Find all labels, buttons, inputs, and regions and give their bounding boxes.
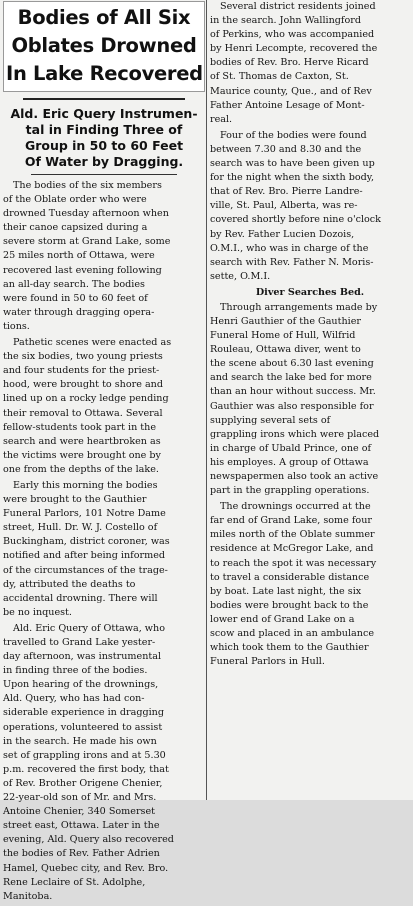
- headline-line: Bodies of All Six: [17, 6, 191, 29]
- paragraph: [210, 500, 410, 669]
- text-line: of the circumstances of the trage-: [3, 564, 168, 576]
- text-line: Maurice county, Que., and of Rev: [210, 85, 372, 97]
- subhead: Diver Searches Bed.: [255, 286, 365, 298]
- text-line: bodies were brought back to the: [210, 599, 369, 611]
- text-line: Pathetic scenes were enacted as: [13, 337, 172, 349]
- text-line: their canoe capsized during a: [3, 222, 148, 234]
- text-line: Early this morning the bodies: [13, 479, 158, 491]
- text-line: covered shortly before nine o'clock: [210, 214, 381, 226]
- deck: [5, 106, 203, 170]
- text-line: set of grappling irons and at 5.30: [3, 749, 166, 761]
- text-line: in the search. John Wallingford: [210, 15, 361, 27]
- text-line: p.m. recovered the first body, that: [3, 763, 169, 775]
- text-line: Antoine Chenier, 340 Somerset: [3, 806, 155, 818]
- text-line: the victims were brought one by: [3, 449, 161, 461]
- text-line: Manitoba.: [3, 890, 53, 902]
- text-line: The bodies of the six members: [13, 180, 162, 191]
- text-line: by Rev. Father Lucien Dozois,: [210, 228, 355, 240]
- text-line: the bodies of Rev. Father Adrien: [3, 848, 160, 860]
- text-line: for the night when the sixth body,: [210, 172, 374, 184]
- text-line: ville, St. Paul, Alberta, was re-: [210, 200, 358, 212]
- text-line: Through arrangements made by: [220, 301, 378, 313]
- text-line: in charge of Ubald Prince, one of: [210, 442, 372, 454]
- text-line: their removal to Ottawa. Several: [3, 407, 163, 419]
- text-line: Funeral Parlors, 101 Notre Dame: [3, 508, 166, 520]
- text-line: water through dragging opera-: [3, 306, 155, 318]
- text-line: search was to have been given up: [210, 158, 375, 170]
- text-line: his employes. A group of Ottawa: [210, 456, 369, 468]
- text-line: to reach the spot it was necessary: [210, 557, 377, 569]
- headline-line: In Lake Recovered: [6, 62, 203, 85]
- text-line: residence at McGregor Lake, and: [210, 543, 374, 555]
- text-line: Rene Leclaire of St. Adolphe,: [3, 876, 146, 888]
- text-line: Father Antoine Lesage of Mont-: [210, 99, 365, 111]
- paragraph: [3, 179, 205, 334]
- left-column: [3, 0, 205, 906]
- text-line: recovered last evening following: [3, 264, 162, 276]
- text-line: of Rev. Brother Origene Chenier,: [3, 777, 163, 789]
- text-line: in the search. He made his own: [3, 735, 157, 747]
- text-line: O.M.I., who was in charge of the: [210, 242, 369, 254]
- text-line: and search the lake bed for more: [210, 372, 372, 384]
- text-line: the scene about 6.30 last evening: [210, 358, 374, 370]
- text-line: Ald. Query, who has had con-: [3, 693, 145, 705]
- text-line: of the Oblate order who were: [3, 194, 147, 206]
- deck-line: tal in Finding Three of: [25, 122, 183, 137]
- text-line: 25 miles north of Ottawa, were: [3, 250, 155, 262]
- paragraph: [3, 479, 205, 620]
- text-line: Four of the bodies were found: [220, 129, 367, 141]
- text-line: in finding three of the bodies.: [3, 665, 148, 677]
- text-line: Gauthier was also responsible for: [210, 400, 374, 412]
- text-line: severe storm at Grand Lake, some: [3, 236, 171, 248]
- text-line: operations, volunteered to assist: [3, 721, 163, 733]
- text-line: supplying several sets of: [210, 414, 331, 426]
- text-line: miles north of the Oblate summer: [210, 529, 375, 541]
- deck-divider: [31, 174, 177, 175]
- text-line: and four students for the priest-: [3, 365, 160, 377]
- text-line: tions.: [3, 320, 30, 332]
- text-line: which took them to the Gauthier: [210, 642, 369, 654]
- right-article-body-top: [210, 0, 410, 284]
- right-article-body-bottom: [210, 301, 410, 669]
- headline-divider: [23, 98, 185, 100]
- text-line: dy, attributed the deaths to: [3, 578, 136, 590]
- text-line: than an hour without success. Mr.: [210, 386, 376, 398]
- text-line: evening, Ald. Query also recovered: [3, 834, 174, 846]
- deck-line: Group in 50 to 60 Feet: [24, 138, 184, 153]
- text-line: drowned Tuesday afternoon when: [3, 208, 169, 220]
- text-line: lower end of Grand Lake on a: [210, 613, 355, 625]
- paragraph: [3, 336, 205, 477]
- right-column: [210, 0, 410, 671]
- text-line: hood, were brought to shore and: [3, 379, 163, 391]
- text-line: grappling irons which were placed: [210, 428, 380, 440]
- text-line: accidental drowning. There will: [3, 592, 158, 604]
- paragraph: [210, 129, 410, 284]
- text-line: the six bodies, two young priests: [3, 351, 163, 363]
- text-line: were found in 50 to 60 feet of: [3, 292, 148, 304]
- text-line: that of Rev. Bro. Pierre Landre-: [210, 186, 363, 198]
- text-line: The drownings occurred at the: [220, 501, 371, 513]
- text-line: real.: [210, 113, 233, 125]
- text-line: Funeral Home of Hull, Wilfrid: [210, 330, 356, 342]
- text-line: Funeral Parlors in Hull.: [210, 656, 325, 668]
- text-line: be no inquest.: [3, 606, 72, 618]
- text-line: Henri Gauthier of the Gauthier: [210, 315, 361, 327]
- text-line: of Perkins, who was accompanied: [210, 29, 375, 41]
- text-line: of St. Thomas de Caxton, St.: [210, 71, 349, 83]
- text-line: search and were heartbroken as: [3, 435, 161, 447]
- text-line: fellow-students took part in the: [3, 421, 157, 433]
- left-article-body: [3, 179, 205, 904]
- text-line: Ald. Eric Query of Ottawa, who: [13, 622, 165, 634]
- text-line: lined up on a rocky ledge pending: [3, 393, 169, 405]
- text-line: by Henri Lecompte, recovered the: [210, 43, 378, 55]
- text-line: one from the depths of the lake.: [3, 463, 159, 475]
- text-line: Hamel, Quebec city, and Rev. Bro.: [3, 862, 169, 874]
- deck-line: Ald. Eric Query Instrumen-: [10, 106, 198, 121]
- text-line: sette, O.M.I.: [210, 270, 271, 282]
- text-line: Upon hearing of the drownings,: [3, 679, 159, 691]
- text-line: Several district residents joined: [220, 1, 376, 12]
- headline: [3, 1, 205, 92]
- text-line: between 7.30 and 8.30 and the: [210, 143, 362, 155]
- paragraph: [210, 0, 410, 127]
- text-line: to travel a considerable distance: [210, 571, 370, 583]
- text-line: far end of Grand Lake, some four: [210, 515, 372, 527]
- deck-line: Of Water by Dragging.: [24, 154, 184, 169]
- text-line: an all-day search. The bodies: [3, 278, 145, 290]
- text-line: bodies of Rev. Bro. Herve Ricard: [210, 57, 369, 69]
- text-line: scow and placed in an ambulance: [210, 628, 374, 640]
- text-line: newspapermen also took an active: [210, 471, 379, 482]
- headline-line: Oblates Drowned: [11, 34, 197, 57]
- paragraph: [210, 301, 410, 498]
- text-line: siderable experience in dragging: [3, 707, 164, 719]
- text-line: street east, Ottawa. Later in the: [3, 820, 160, 832]
- text-line: search with Rev. Father N. Moris-: [210, 256, 374, 268]
- text-line: notified and after being informed: [3, 550, 166, 562]
- text-line: part in the grappling operations.: [210, 485, 370, 497]
- text-line: Rouleau, Ottawa diver, went to: [210, 344, 361, 356]
- text-line: street, Hull. Dr. W. J. Costello of: [3, 522, 158, 534]
- text-line: travelled to Grand Lake yester-: [3, 637, 156, 648]
- column-rule: [206, 0, 207, 800]
- text-line: Buckingham, district coroner, was: [3, 536, 170, 548]
- text-line: were brought to the Gauthier: [3, 494, 147, 506]
- text-line: by boat. Late last night, the six: [210, 585, 362, 597]
- text-line: 22-year-old son of Mr. and Mrs.: [3, 792, 157, 804]
- text-line: day afternoon, was instrumental: [3, 651, 162, 663]
- paragraph: [3, 622, 205, 904]
